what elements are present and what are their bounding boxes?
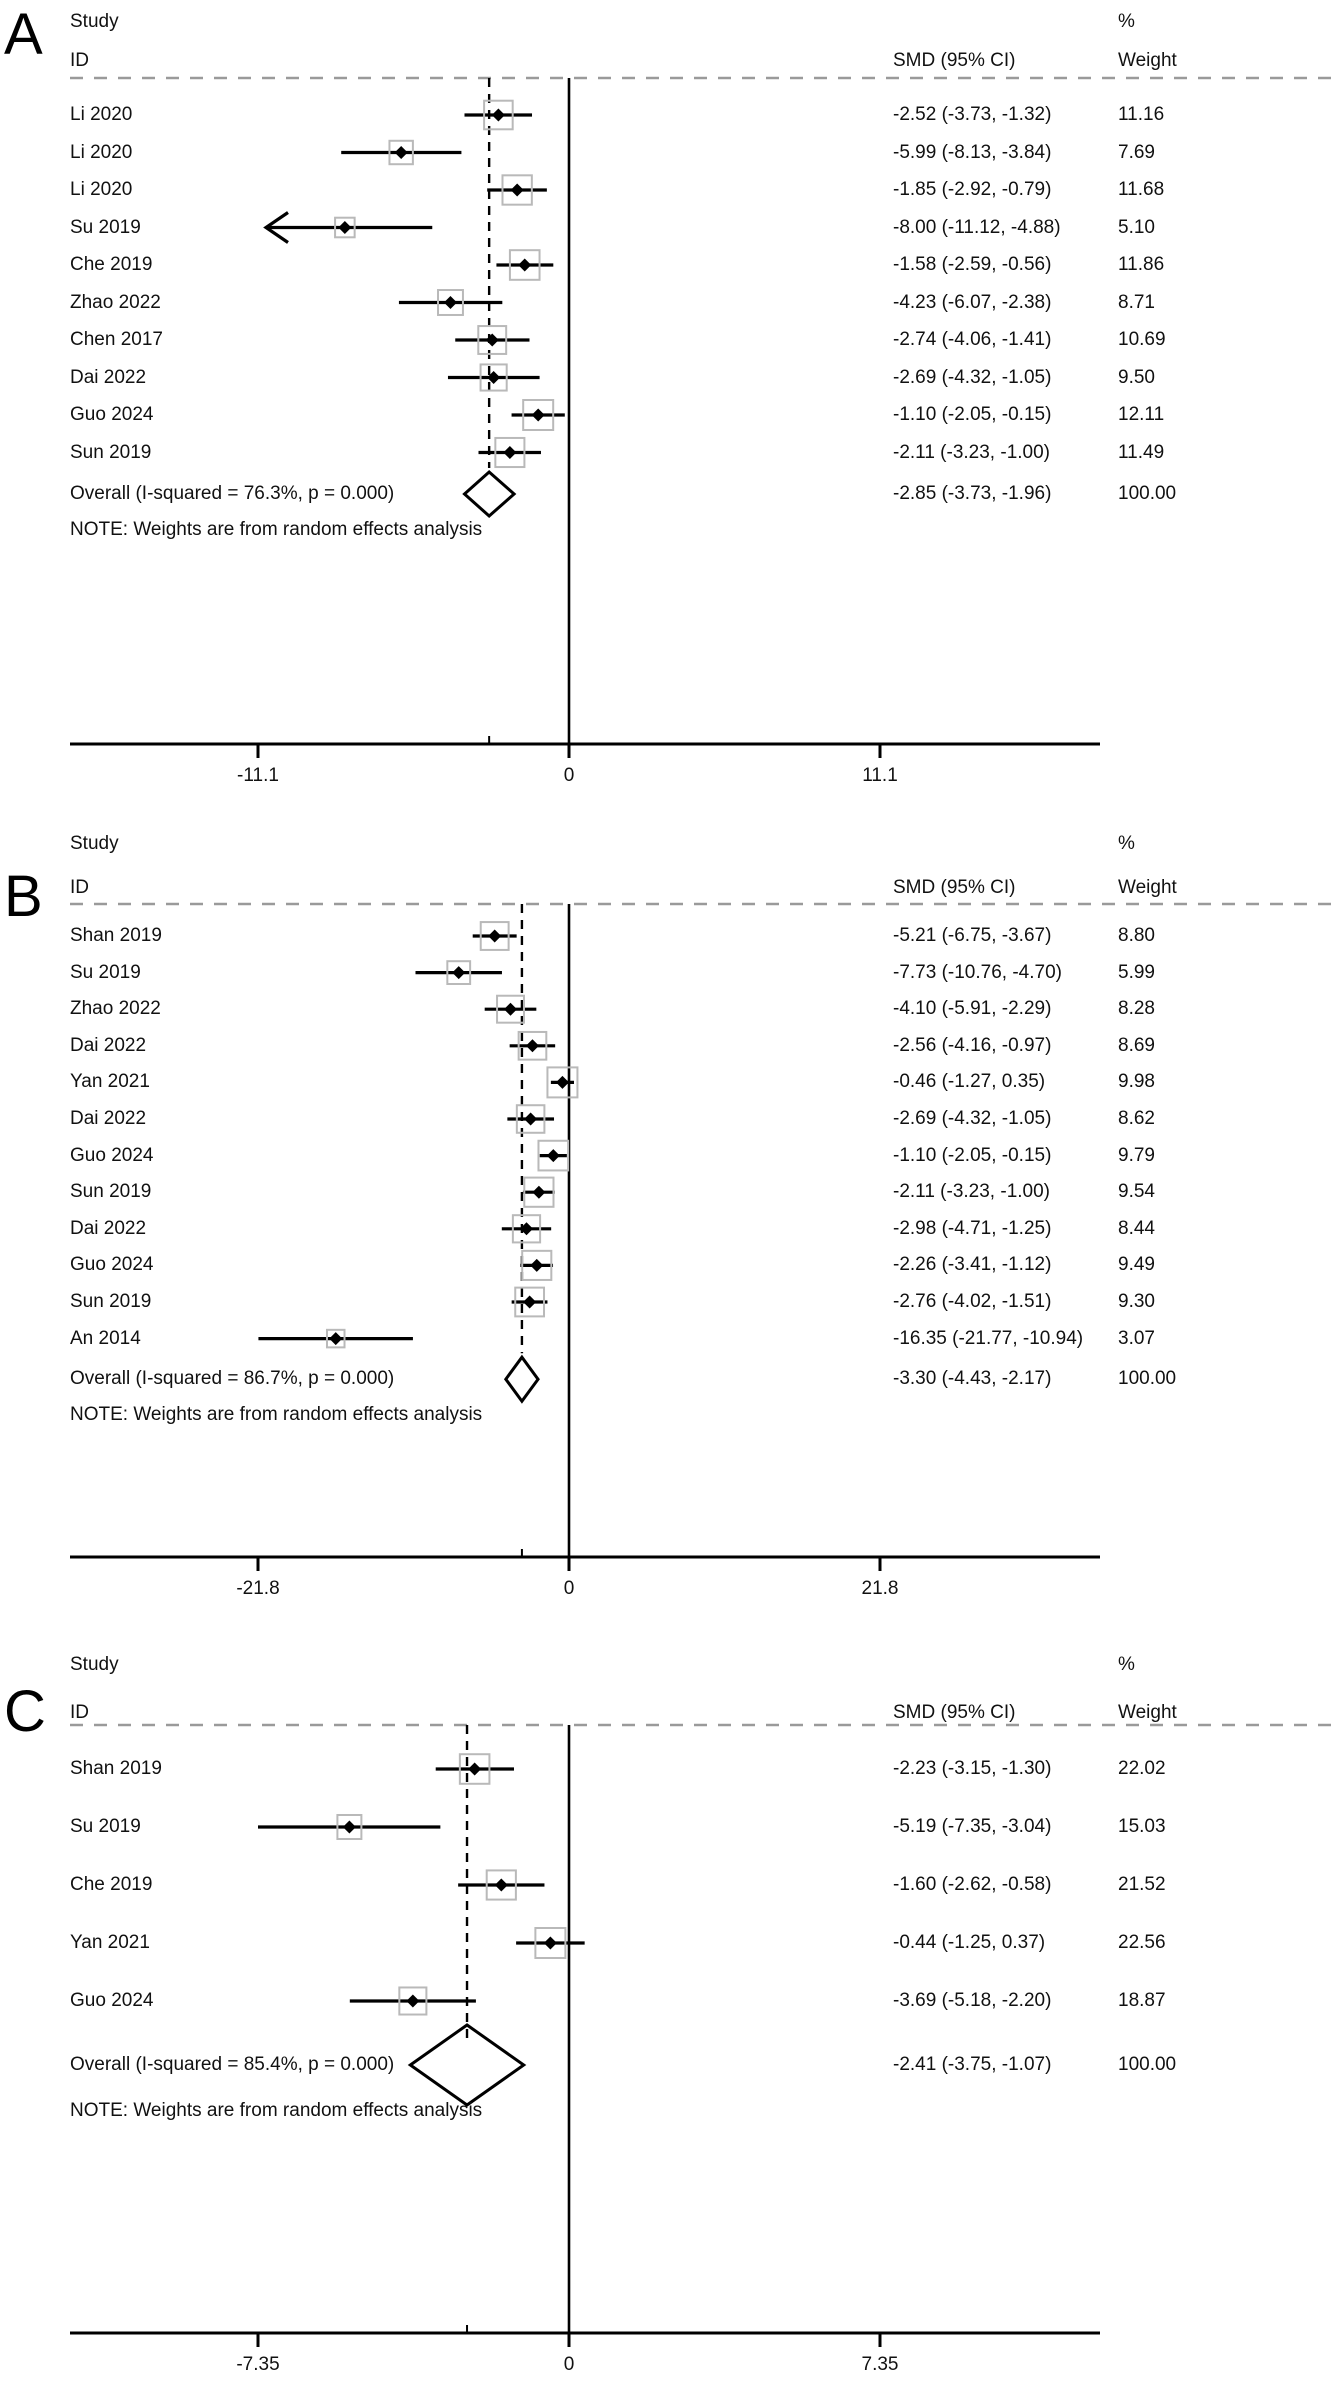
study-label: Li 2020 xyxy=(70,141,133,163)
weight-value: 11.49 xyxy=(1118,441,1165,463)
effect-marker xyxy=(406,1995,419,2008)
weight-value: 9.79 xyxy=(1118,1144,1155,1166)
smd-value: -16.35 (-21.77, -10.94) xyxy=(893,1327,1084,1349)
weight-value: 15.03 xyxy=(1118,1816,1166,1837)
study-label: Dai 2022 xyxy=(70,1108,147,1129)
panel-letter-b: B xyxy=(4,864,43,929)
panel-letter-c: C xyxy=(4,1679,46,1744)
weight-value: 9.49 xyxy=(1118,1254,1155,1276)
study-label: Su 2019 xyxy=(70,1816,141,1837)
overall-smd-value-b: -3.30 (-4.43, -2.17) xyxy=(893,1368,1052,1390)
weight-value: 11.86 xyxy=(1118,254,1165,275)
forest-row-b-7 xyxy=(523,1178,555,1207)
forest-row-b-8 xyxy=(502,1215,551,1242)
study-label: Guo 2024 xyxy=(70,1144,154,1166)
effect-marker xyxy=(503,446,516,459)
forest-row-c-2 xyxy=(458,1870,544,1899)
effect-marker xyxy=(532,1186,545,1199)
forest-row-a-6 xyxy=(455,326,529,354)
forest-row-b-11 xyxy=(258,1330,413,1348)
weight-value: 9.50 xyxy=(1118,366,1155,388)
smd-value: -1.58 (-2.59, -0.56) xyxy=(893,254,1052,275)
weight-value: 12.11 xyxy=(1118,404,1165,425)
forest-row-c-0 xyxy=(436,1754,514,1784)
panel-letter-a: A xyxy=(4,2,43,67)
smd-value: -1.10 (-2.05, -0.15) xyxy=(893,404,1052,425)
weight-value: 8.71 xyxy=(1118,291,1155,313)
effect-marker xyxy=(556,1076,569,1089)
effect-marker xyxy=(518,259,531,272)
overall-diamond-a xyxy=(464,472,514,516)
smd-value: -5.19 (-7.35, -3.04) xyxy=(893,1816,1052,1837)
note-text-b: NOTE: Weights are from random effects analysis xyxy=(70,1404,483,1426)
forest-panel-c xyxy=(0,1645,1339,2396)
study-label: Sun 2019 xyxy=(70,1181,152,1203)
weight-value: 9.30 xyxy=(1118,1291,1155,1312)
column-header-percent-b: % xyxy=(1118,833,1135,854)
effect-marker xyxy=(338,221,351,234)
x-axis-tick-label: 0 xyxy=(563,1578,575,1599)
overall-smd-value-a: -2.85 (-3.73, -1.96) xyxy=(893,483,1052,504)
study-label: Guo 2024 xyxy=(70,1254,154,1276)
effect-marker xyxy=(511,184,524,197)
forest-row-b-5 xyxy=(507,1105,554,1133)
effect-marker xyxy=(530,1259,543,1272)
x-axis-tick-label: 21.8 xyxy=(861,1578,899,1599)
study-label: Guo 2024 xyxy=(70,1990,154,2011)
study-label: Che 2019 xyxy=(70,1874,153,1895)
forest-row-a-8 xyxy=(512,400,565,430)
forest-row-c-4 xyxy=(350,1987,476,2014)
weight-value: 8.80 xyxy=(1118,925,1155,946)
study-label: Sun 2019 xyxy=(70,441,152,463)
smd-value: -2.76 (-4.02, -1.51) xyxy=(893,1291,1052,1312)
effect-marker xyxy=(492,109,505,122)
column-header-percent-a: % xyxy=(1118,11,1135,32)
forest-row-b-6 xyxy=(538,1141,568,1171)
weight-value: 8.28 xyxy=(1118,998,1155,1020)
effect-marker xyxy=(329,1332,342,1345)
study-label: Li 2020 xyxy=(70,104,133,125)
effect-marker xyxy=(504,1003,517,1016)
weight-value: 5.99 xyxy=(1118,961,1155,983)
study-label: Yan 2021 xyxy=(70,1071,150,1093)
effect-marker xyxy=(488,930,501,943)
study-label: An 2014 xyxy=(70,1327,141,1349)
effect-marker xyxy=(343,1821,356,1834)
smd-value: -4.10 (-5.91, -2.29) xyxy=(893,998,1052,1020)
column-header-weight-a: Weight xyxy=(1118,50,1177,71)
smd-value: -5.21 (-6.75, -3.67) xyxy=(893,925,1052,946)
smd-value: -1.85 (-2.92, -0.79) xyxy=(893,179,1052,200)
smd-value: -2.23 (-3.15, -1.30) xyxy=(893,1758,1052,1779)
smd-value: -2.11 (-3.23, -1.00) xyxy=(893,441,1051,463)
effect-marker xyxy=(523,1296,536,1309)
study-label: Che 2019 xyxy=(70,254,153,275)
study-label: Guo 2024 xyxy=(70,404,154,425)
x-axis-tick-label: 7.35 xyxy=(861,2354,899,2375)
smd-value: -2.69 (-4.32, -1.05) xyxy=(893,366,1052,388)
x-axis-tick-label: 11.1 xyxy=(862,765,898,786)
forest-row-b-4 xyxy=(547,1067,577,1097)
forest-row-b-9 xyxy=(520,1251,553,1280)
effect-marker xyxy=(486,334,499,347)
effect-marker xyxy=(452,966,465,979)
smd-value: -7.73 (-10.76, -4.70) xyxy=(893,961,1062,983)
effect-marker xyxy=(468,1763,481,1776)
smd-value: -2.11 (-3.23, -1.00) xyxy=(893,1181,1051,1203)
study-label: Zhao 2022 xyxy=(70,998,161,1020)
study-label: Zhao 2022 xyxy=(70,291,161,313)
smd-value: -2.74 (-4.06, -1.41) xyxy=(893,329,1052,350)
overall-weight-value-c: 100.00 xyxy=(1118,2054,1177,2075)
x-axis-tick-label: -21.8 xyxy=(236,1578,280,1599)
effect-marker xyxy=(444,296,457,309)
overall-weight-value-b: 100.00 xyxy=(1118,1368,1177,1390)
smd-value: -0.46 (-1.27, 0.35) xyxy=(893,1071,1046,1093)
x-axis-tick-label: 0 xyxy=(563,2354,575,2375)
smd-value: -1.60 (-2.62, -0.58) xyxy=(893,1874,1052,1895)
column-header-weight-b: Weight xyxy=(1118,877,1177,898)
effect-marker xyxy=(526,1039,539,1052)
overall-weight-value-a: 100.00 xyxy=(1118,483,1177,504)
overall-label-a: Overall (I-squared = 76.3%, p = 0.000) xyxy=(70,483,395,504)
effect-marker xyxy=(495,1879,508,1892)
forest-row-a-1 xyxy=(341,141,461,164)
note-text-a: NOTE: Weights are from random effects analysis xyxy=(70,519,483,540)
forest-row-b-0 xyxy=(473,922,517,950)
forest-row-a-4 xyxy=(496,250,553,280)
column-header-study-b: Study xyxy=(70,833,119,854)
column-header-id-a: ID xyxy=(70,50,89,71)
column-header-id-b: ID xyxy=(70,877,89,898)
forest-row-b-2 xyxy=(485,996,537,1023)
forest-row-b-3 xyxy=(510,1032,556,1060)
smd-value: -2.26 (-3.41, -1.12) xyxy=(893,1254,1052,1276)
weight-value: 7.69 xyxy=(1118,141,1155,163)
study-label: Shan 2019 xyxy=(70,1758,162,1779)
study-label: Dai 2022 xyxy=(70,1034,147,1056)
study-label: Yan 2021 xyxy=(70,1932,150,1953)
weight-value: 22.02 xyxy=(1118,1758,1166,1779)
weight-value: 9.54 xyxy=(1118,1181,1155,1203)
weight-value: 22.56 xyxy=(1118,1932,1166,1953)
effect-marker xyxy=(395,146,408,159)
study-label: Li 2020 xyxy=(70,179,133,200)
forest-row-a-2 xyxy=(487,175,547,204)
forest-row-b-1 xyxy=(415,961,501,984)
forest-panel-a xyxy=(0,0,1339,830)
forest-row-a-0 xyxy=(464,101,532,130)
effect-marker xyxy=(544,1937,557,1950)
smd-value: -2.98 (-4.71, -1.25) xyxy=(893,1217,1052,1239)
overall-label-b: Overall (I-squared = 86.7%, p = 0.000) xyxy=(70,1368,395,1390)
smd-value: -2.56 (-4.16, -0.97) xyxy=(893,1034,1052,1056)
study-label: Shan 2019 xyxy=(70,925,162,946)
forest-row-a-3 xyxy=(266,213,432,243)
weight-value: 11.68 xyxy=(1118,179,1165,200)
weight-value: 10.69 xyxy=(1118,329,1166,350)
weight-value: 21.52 xyxy=(1118,1874,1166,1895)
note-text-c: NOTE: Weights are from random effects analysis xyxy=(70,2100,483,2121)
forest-panel-b xyxy=(0,830,1339,1645)
column-header-study-c: Study xyxy=(70,1654,119,1675)
effect-marker xyxy=(524,1113,537,1126)
forest-row-b-10 xyxy=(512,1288,548,1317)
study-label: Su 2019 xyxy=(70,216,141,238)
x-axis-tick-label: -11.1 xyxy=(237,765,279,786)
smd-value: -2.52 (-3.73, -1.32) xyxy=(893,104,1052,125)
weight-value: 3.07 xyxy=(1118,1327,1155,1349)
weight-value: 11.16 xyxy=(1118,104,1165,125)
weight-value: 18.87 xyxy=(1118,1990,1166,2011)
forest-row-a-7 xyxy=(448,364,540,390)
column-header-smd-b: SMD (95% CI) xyxy=(893,877,1016,898)
study-label: Chen 2017 xyxy=(70,329,163,350)
smd-value: -5.99 (-8.13, -3.84) xyxy=(893,141,1052,163)
study-label: Dai 2022 xyxy=(70,366,147,388)
column-header-weight-c: Weight xyxy=(1118,1702,1177,1723)
smd-value: -3.69 (-5.18, -2.20) xyxy=(893,1990,1052,2011)
smd-value: -0.44 (-1.25, 0.37) xyxy=(893,1932,1046,1953)
weight-value: 8.44 xyxy=(1118,1217,1155,1239)
weight-value: 8.62 xyxy=(1118,1108,1155,1129)
study-label: Su 2019 xyxy=(70,961,141,983)
weight-value: 8.69 xyxy=(1118,1034,1155,1056)
smd-value: -2.69 (-4.32, -1.05) xyxy=(893,1108,1052,1129)
column-header-smd-c: SMD (95% CI) xyxy=(893,1702,1016,1723)
forest-row-c-3 xyxy=(516,1928,585,1958)
smd-value: -8.00 (-11.12, -4.88) xyxy=(893,216,1061,238)
study-label: Dai 2022 xyxy=(70,1217,147,1239)
weight-value: 9.98 xyxy=(1118,1071,1155,1093)
effect-marker xyxy=(532,409,545,422)
overall-label-c: Overall (I-squared = 85.4%, p = 0.000) xyxy=(70,2054,395,2075)
smd-value: -1.10 (-2.05, -0.15) xyxy=(893,1144,1052,1166)
column-header-smd-a: SMD (95% CI) xyxy=(893,50,1016,71)
column-header-percent-c: % xyxy=(1118,1654,1135,1675)
forest-row-a-5 xyxy=(399,290,502,315)
effect-marker xyxy=(547,1149,560,1162)
x-axis-tick-label: 0 xyxy=(563,765,575,786)
column-header-study-a: Study xyxy=(70,11,119,32)
overall-diamond-b xyxy=(506,1357,538,1401)
x-axis-tick-label: -7.35 xyxy=(236,2354,280,2375)
forest-row-c-1 xyxy=(258,1815,440,1839)
smd-value: -4.23 (-6.07, -2.38) xyxy=(893,291,1052,313)
weight-value: 5.10 xyxy=(1118,216,1155,238)
column-header-id-c: ID xyxy=(70,1702,89,1723)
study-label: Sun 2019 xyxy=(70,1291,152,1312)
forest-row-a-9 xyxy=(479,438,541,467)
overall-smd-value-c: -2.41 (-3.75, -1.07) xyxy=(893,2054,1052,2075)
